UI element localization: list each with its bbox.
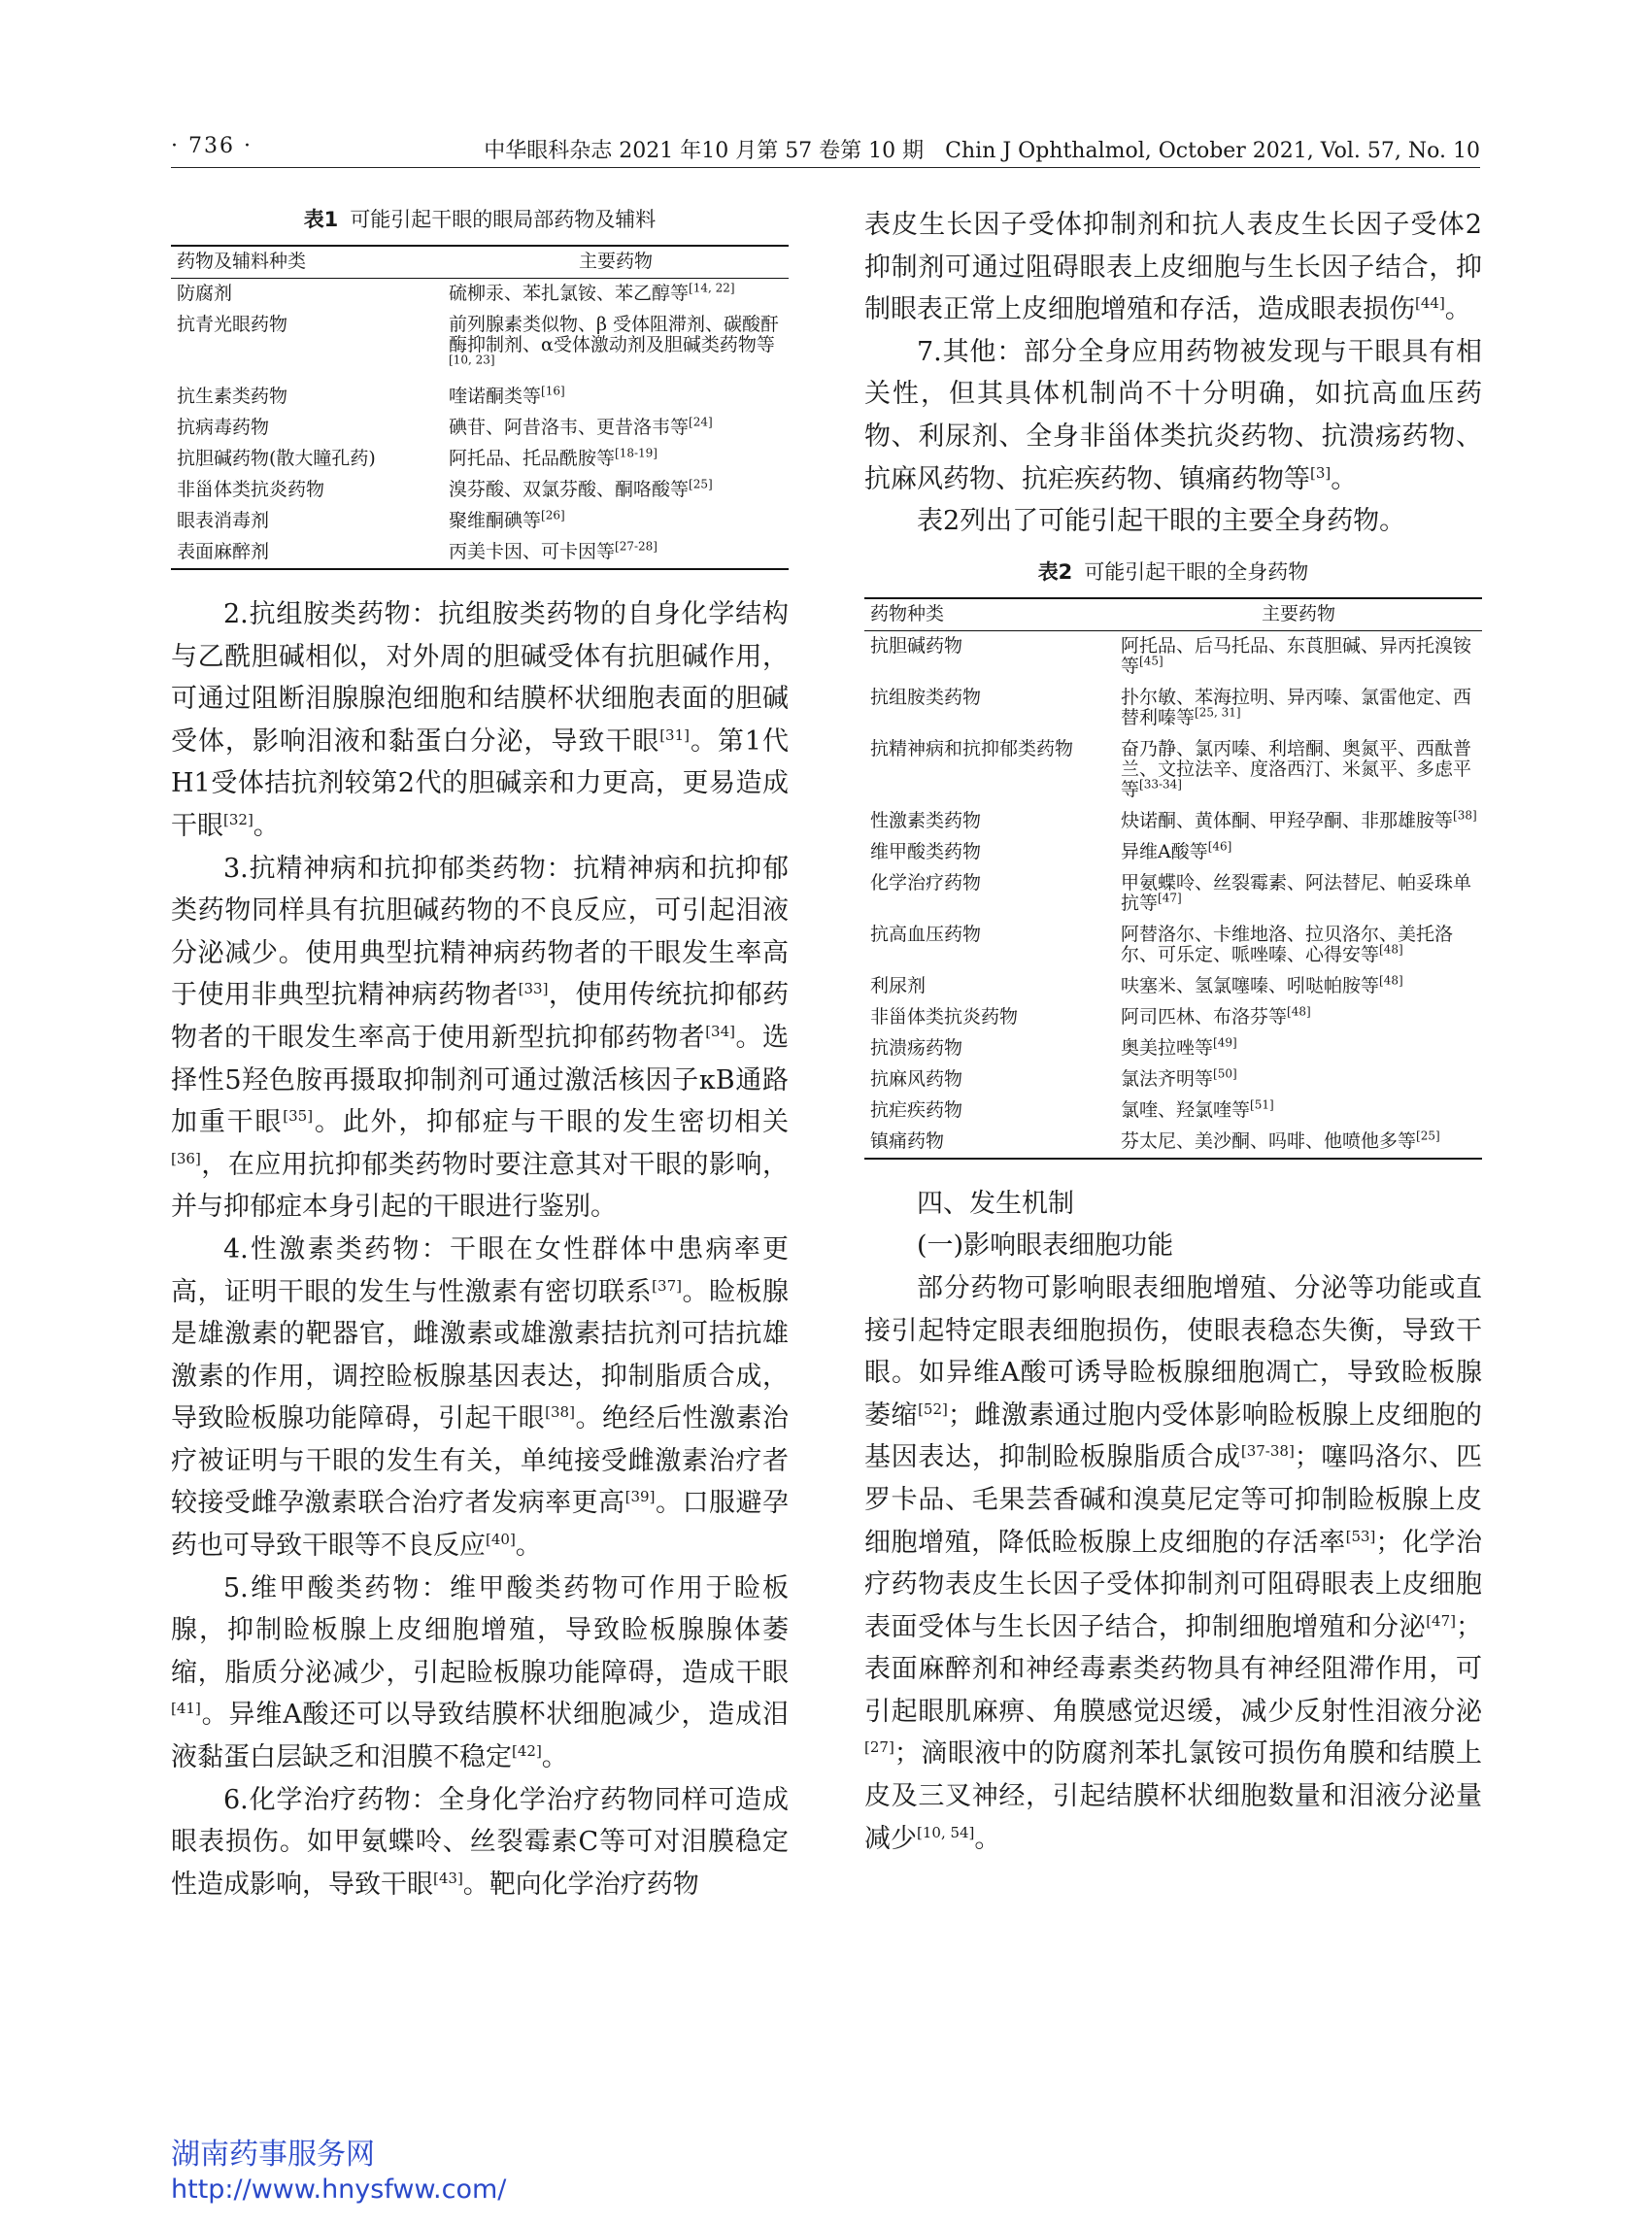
left-column: [171, 204, 789, 1905]
table1-row: [171, 279, 789, 311]
citation: [41]: [171, 1700, 201, 1718]
table1-drugs-cell: [441, 475, 789, 506]
citation: [53]: [1345, 1527, 1376, 1545]
table2-drugs-text: 呋塞米、氢氯噻嗪、吲哒帕胺等: [1121, 974, 1380, 996]
table1-type-cell: 抗青光眼药物: [177, 314, 288, 335]
table2-type-cell: 镇痛药物: [870, 1129, 945, 1152]
table1-row: [171, 413, 789, 444]
table2-title: 可能引起干眼的全身药物: [1084, 559, 1309, 584]
watermark-url-link[interactable]: http://www.hnysfww.com/: [171, 2174, 507, 2205]
citation: [47]: [1426, 1611, 1456, 1630]
table2-type-cell: 性激素类药物: [870, 809, 982, 831]
body-paragraph: [864, 500, 1482, 543]
paragraph-text: 。口服避孕药也可导致干眼等不良反应: [171, 1488, 789, 1562]
table2-drugs-text: 氯喹、羟氯喹等: [1121, 1098, 1251, 1121]
paragraph-text: 5.维甲酸类药物：维甲酸类药物可作用于睑板腺，抑制睑板腺上皮细胞增殖，导致睑板腺腺体萎缩，脂质分泌减少，引起睑板腺功能障碍，造成干眼: [171, 1572, 789, 1688]
table2-drugs-text: 奥美拉唑等: [1121, 1036, 1214, 1059]
table1-drugs-text: 硫柳汞、苯扎氯铵、苯乙醇等: [449, 283, 690, 304]
citation: [35]: [283, 1107, 314, 1126]
body-paragraph: [864, 204, 1482, 331]
table1-drugs-text: 碘苷、阿昔洛韦、更昔洛韦等: [449, 417, 690, 438]
paragraph-text: 7.其他：部分全身应用药物被发现与干眼具有相关性，但其具体机制尚不十分明确，如抗高血压药物、利尿剂、全身非甾体类抗炎药物、抗溃疡药物、抗麻风药物、抗疟疾药物、镇痛药物等: [864, 336, 1482, 494]
body-paragraph: [171, 1568, 789, 1779]
table2-body: [864, 630, 1482, 1159]
table2-col1-header: 药物种类: [864, 598, 1113, 631]
paragraph-text: 表皮生长因子受体抑制剂和抗人表皮生长因子受体2抑制剂可通过阻碍眼表上皮细胞与生长因子结合，抑制眼表正常上皮细胞增殖和存活，造成眼表损伤: [864, 210, 1482, 325]
citation: [39]: [624, 1488, 656, 1506]
table2-type-cell: 维甲酸类药物: [870, 840, 982, 862]
citation: [27]: [864, 1738, 894, 1757]
table2-drugs-text: 阿替洛尔、卡维地洛、拉贝洛尔、美托洛尔、可乐定、哌唑嗪、心得安等: [1121, 923, 1454, 965]
table2-type-cell: 抗组胺类药物: [870, 686, 982, 708]
running-header: [171, 124, 1480, 168]
table2-drugs-text: 阿司匹林、布洛芬等: [1121, 1005, 1288, 1028]
table1-drugs-text: 喹诺酮类等: [449, 386, 542, 407]
table2-drugs-cell: [1113, 1064, 1482, 1096]
table1-type-cell: 抗生素类药物: [177, 386, 288, 407]
table2-drugs-cell: [1113, 630, 1482, 683]
paragraph-text: 。靶向化学治疗药物: [462, 1869, 699, 1900]
body-paragraph: [171, 1779, 789, 1906]
citation: [48]: [1287, 1004, 1311, 1019]
table2-type-cell: 利尿剂: [870, 974, 927, 996]
table1-drugs-text: 聚维酮碘等: [449, 510, 542, 531]
citation: [42]: [512, 1742, 542, 1761]
section-heading: 四、发生机制: [917, 1188, 1074, 1219]
table2-drugs-text: 阿托品、后马托品、东莨胆碱、异丙托溴铵等: [1121, 634, 1472, 677]
table2-row: [864, 1033, 1482, 1064]
citation: [10, 23]: [449, 353, 495, 367]
citation: [25, 31]: [1195, 705, 1241, 720]
table2-col2-header: 主要药物: [1113, 598, 1482, 631]
table1-drugs-text: 前列腺素类似物、β 受体阻滞剂、碳酸酐酶抑制剂、α受体激动剂及胆碱类药物等: [449, 314, 780, 355]
citation: [16]: [541, 384, 565, 398]
citation: [37-38]: [1240, 1442, 1295, 1461]
citation: [51]: [1250, 1097, 1274, 1112]
table1-type-cell: 防腐剂: [177, 283, 233, 304]
table1-row: [171, 506, 789, 537]
sub-heading: (一)影响眼表细胞功能: [917, 1230, 1174, 1262]
table2-row: [864, 1064, 1482, 1096]
table2-type-cell: 化学治疗药物: [870, 871, 982, 893]
citation: [34]: [705, 1022, 735, 1040]
paragraph-text: 表2列出了可能引起干眼的主要全身药物。: [917, 506, 1406, 537]
paragraph-text: 4.性激素类药物：干眼在女性群体中患病率更高，证明干眼的发生与性激素有密切联系: [171, 1233, 789, 1307]
citation: [3]: [1310, 463, 1332, 482]
table2-drugs-text: 炔诺酮、黄体酮、甲羟孕酮、非那雄胺等: [1121, 809, 1454, 831]
citation: [38]: [545, 1403, 575, 1422]
table1-type-cell: 眼表消毒剂: [177, 510, 270, 531]
table2-type-cell: 抗胆碱药物: [870, 634, 963, 657]
table1-type-cell: 抗病毒药物: [177, 417, 270, 438]
table1-drugs-text: 丙美卡因、可卡因等: [449, 541, 616, 562]
table2-type-cell: 抗精神病和抗抑郁类药物: [870, 737, 1074, 759]
paragraph-text: 。: [253, 810, 280, 841]
mech-text-7: 。: [974, 1823, 1001, 1854]
table2-type-cell: 抗疟疾药物: [870, 1098, 963, 1121]
table2-drugs-cell: [1113, 971, 1482, 1002]
citation: [33-34]: [1139, 777, 1182, 792]
citation: [18-19]: [615, 446, 657, 460]
paragraph-text: 2.抗组胺类药物：抗组胺类药物的自身化学结构与乙酰胆碱相似，对外周的胆碱受体有抗胆碱作用，可通过阻断泪腺腺泡细胞和结膜杯状细胞表面的胆碱受体，影响泪液和黏蛋白分泌，导致干眼: [171, 599, 789, 757]
citation: [38]: [1453, 808, 1477, 823]
table2-row: [864, 837, 1482, 868]
table2-row: [864, 806, 1482, 837]
left-body-text: [171, 593, 789, 1905]
mech-text-3: ；噻吗洛尔、匹罗卡品、毛果芸香碱和溴莫尼定等可抑制睑板腺上皮细胞增殖，降低睑板腺上皮细胞的存活率: [864, 1442, 1483, 1558]
table2-drugs-cell: [1113, 1096, 1482, 1127]
citation: [36]: [171, 1149, 201, 1167]
citation: [37]: [652, 1276, 682, 1295]
citation: [48]: [1379, 973, 1403, 988]
citation: [43]: [433, 1869, 463, 1887]
table2-row: [864, 1127, 1482, 1159]
paragraph-text: 。: [1331, 463, 1358, 494]
citation: [25]: [689, 477, 713, 491]
citation: [45]: [1139, 654, 1163, 668]
table1-type-cell: 表面麻醉剂: [177, 541, 270, 562]
table1-header-row: [171, 246, 789, 279]
citation: [40]: [486, 1531, 516, 1549]
table1-col2-header: 主要药物: [441, 246, 789, 279]
paragraph-text: 。: [541, 1742, 568, 1773]
citation: [24]: [689, 415, 713, 429]
table2-drugs-text: 氯法齐明等: [1121, 1067, 1214, 1090]
right-column: [864, 204, 1482, 1860]
table1-row: [171, 310, 789, 382]
table2-drugs-cell: [1113, 868, 1482, 920]
table2-drugs-cell: [1113, 734, 1482, 806]
table2-row: [864, 683, 1482, 734]
mech-text-1: 部分药物可影响眼表细胞增殖、分泌等功能或直接引起特定眼表细胞损伤，使眼表稳态失衡，导致干眼。如异维A酸可诱导睑板腺细胞凋亡，导致睑板腺萎缩: [864, 1272, 1482, 1431]
table1-drugs-cell: [441, 279, 789, 311]
table2-drugs-cell: [1113, 806, 1482, 837]
paragraph-text: 。异维A酸还可以导致结膜杯状细胞减少，造成泪液黏蛋白层缺乏和泪膜不稳定: [171, 1700, 789, 1773]
table2-drugs-text: 奋乃静、氯丙嗪、利培酮、奥氮平、西酞普兰、文拉法辛、度洛西汀、米氮平、多虑平等: [1121, 737, 1472, 800]
table1-row: [171, 475, 789, 506]
table2-drugs-text: 甲氨蝶呤、丝裂霉素、阿法替尼、帕妥珠单抗等: [1121, 871, 1472, 914]
paragraph-text: 。选择性5羟色胺再摄取抑制剂可通过激活核因子κB通路加重干眼: [171, 1022, 790, 1138]
table1-drugs-text: 阿托品、托品酰胺等: [449, 448, 616, 469]
journal-citation: 中华眼科杂志 2021 年10 月第 57 卷第 10 期 Chin J Ophthalmol, October 2021, Vol. 57, No. 10: [484, 139, 1480, 163]
table1-drugs-cell: [441, 444, 789, 475]
table1-row: [171, 382, 789, 413]
paragraph-text: 。: [1444, 294, 1471, 325]
body-paragraph: [171, 593, 789, 848]
table2-row: [864, 1002, 1482, 1033]
citation: [50]: [1213, 1066, 1237, 1081]
mech-text-5: ；表面麻醉剂和神经毒素类药物具有神经阻滞作用，可引起眼肌麻痹、角膜感觉迟缓，减少反射性泪液分泌: [864, 1611, 1482, 1727]
table1-body: [171, 279, 789, 570]
table2-header-row: [864, 598, 1482, 631]
table2-type-cell: 抗溃疡药物: [870, 1036, 963, 1059]
citation: [49]: [1213, 1035, 1237, 1050]
paragraph-text: 。绝经后性激素治疗被证明与干眼的发生有关，单纯接受雌激素治疗者较接受雌孕激素联合治疗者发病率更高: [171, 1403, 790, 1519]
citation: [14, 22]: [689, 281, 735, 295]
table2-label: 表2: [1037, 559, 1073, 584]
table2-row: [864, 920, 1482, 971]
table1-drugs-cell: [441, 310, 789, 382]
table1-row: [171, 444, 789, 475]
table2-drugs-cell: [1113, 920, 1482, 971]
mechanism-paragraph: [864, 1267, 1482, 1860]
table2-caption: [864, 556, 1482, 586]
citation: [52]: [918, 1399, 948, 1418]
paragraph-text: ，使用传统抗抑郁药物者的干眼发生率高于使用新型抗抑郁药物者: [171, 980, 790, 1053]
mech-text-4: ；化学治疗药物表皮生长因子受体抑制剂可阻碍眼表上皮细胞表面受体与生长因子结合，抑制细胞增殖和分泌: [864, 1527, 1483, 1642]
table1-type-cell: 非甾体类抗炎药物: [177, 479, 325, 500]
citation: [44]: [1415, 294, 1445, 313]
table2-drugs-cell: [1113, 1002, 1482, 1033]
table2-drugs-cell: [1113, 683, 1482, 734]
table2-drugs-cell: [1113, 837, 1482, 868]
body-paragraph: [171, 848, 789, 1229]
table2-drugs-cell: [1113, 1127, 1482, 1159]
mech-text-2: ；雌激素通过胞内受体影响睑板腺上皮细胞的基因表达，抑制睑板腺脂质合成: [864, 1399, 1483, 1473]
body-paragraph: [864, 331, 1482, 500]
table2-type-cell: 抗高血压药物: [870, 923, 982, 945]
table2-type-cell: 抗麻风药物: [870, 1067, 963, 1090]
citation: [25]: [1416, 1129, 1440, 1143]
body-paragraph: [171, 1229, 789, 1568]
table1-drugs-cell: [441, 506, 789, 537]
citation: [26]: [541, 508, 565, 523]
paragraph-text: 。第1代H1受体拮抗剂较第2代的胆碱亲和力更高，更易造成干眼: [171, 725, 789, 841]
paragraph-text: 。睑板腺是雄激素的靶器官，雌激素或雄激素拮抗剂可拮抗雄激素的作用，调控睑板腺基因表达，抑制脂质合成，导致睑板腺功能障碍，引起干眼: [171, 1276, 790, 1434]
paragraph-text: 。此外，抑郁症与干眼的发生密切相关: [313, 1107, 790, 1138]
table2-drugs-cell: [1113, 1033, 1482, 1064]
table1-drugs-cell: [441, 537, 789, 569]
table1-drugs-cell: [441, 413, 789, 444]
table2-drugs-text: 异维A酸等: [1121, 840, 1208, 862]
table1-drugs-text: 溴芬酸、双氯芬酸、酮咯酸等: [449, 479, 690, 500]
table2-drugs-text: 芬太尼、美沙酮、吗啡、他喷他多等: [1121, 1129, 1417, 1152]
right-body-text-top: [864, 204, 1482, 543]
table1-caption: [171, 204, 789, 233]
citation: [32]: [223, 810, 253, 828]
watermark-site-name: 湖南药事服务网: [171, 2138, 375, 2172]
table1-drugs-cell: [441, 382, 789, 413]
page-number: · 736 ·: [171, 134, 253, 158]
citation: [47]: [1158, 891, 1182, 905]
paragraph-text: 。: [515, 1531, 542, 1562]
table2-row: [864, 1096, 1482, 1127]
table2-type-cell: 非甾体类抗炎药物: [870, 1005, 1019, 1028]
watermark: [171, 2137, 506, 2207]
paragraph-text: 3.抗精神病和抗抑郁类药物：抗精神病和抗抑郁类药物同样具有抗胆碱药物的不良反应，可引起泪液分泌减少。使用典型抗精神病药物者的干眼发生率高于使用非典型抗精神病药物者: [171, 853, 789, 1011]
paragraph-text: 6.化学治疗药物：全身化学治疗药物同样可造成眼表损伤。如甲氨蝶呤、丝裂霉素C等可对泪膜稳定性造成影响，导致干眼: [171, 1784, 789, 1900]
table1-col1-header: 药物及辅料种类: [171, 246, 441, 279]
citation: [48]: [1379, 942, 1403, 957]
citation: [33]: [518, 980, 549, 998]
table2-row: [864, 971, 1482, 1002]
table1-type-cell: 抗胆碱药物(散大瞳孔药): [177, 448, 376, 469]
citation: [31]: [659, 725, 690, 744]
table1-title: 可能引起干眼的眼局部药物及辅料: [350, 208, 657, 231]
table1-row: [171, 537, 789, 569]
table2-row: [864, 630, 1482, 683]
citation: [46]: [1207, 839, 1232, 854]
table1: [171, 245, 789, 570]
table2-row: [864, 734, 1482, 806]
table2: [864, 597, 1482, 1160]
mech-text-6: ；滴眼液中的防腐剂苯扎氯铵可损伤角膜和结膜上皮及三叉神经，引起结膜杯状细胞数量和泪液分泌量减少: [864, 1738, 1482, 1854]
table1-label: 表1: [303, 208, 339, 231]
citation: [27-28]: [615, 539, 657, 554]
table2-drugs-text: 扑尔敏、苯海拉明、异丙嗪、氯雷他定、西替利嗪等: [1121, 686, 1472, 728]
citation: [10, 54]: [917, 1823, 975, 1841]
paragraph-text: ，在应用抗抑郁类药物时要注意其对干眼的影响，并与抑郁症本身引起的干眼进行鉴别。: [171, 1149, 789, 1223]
table2-row: [864, 868, 1482, 920]
